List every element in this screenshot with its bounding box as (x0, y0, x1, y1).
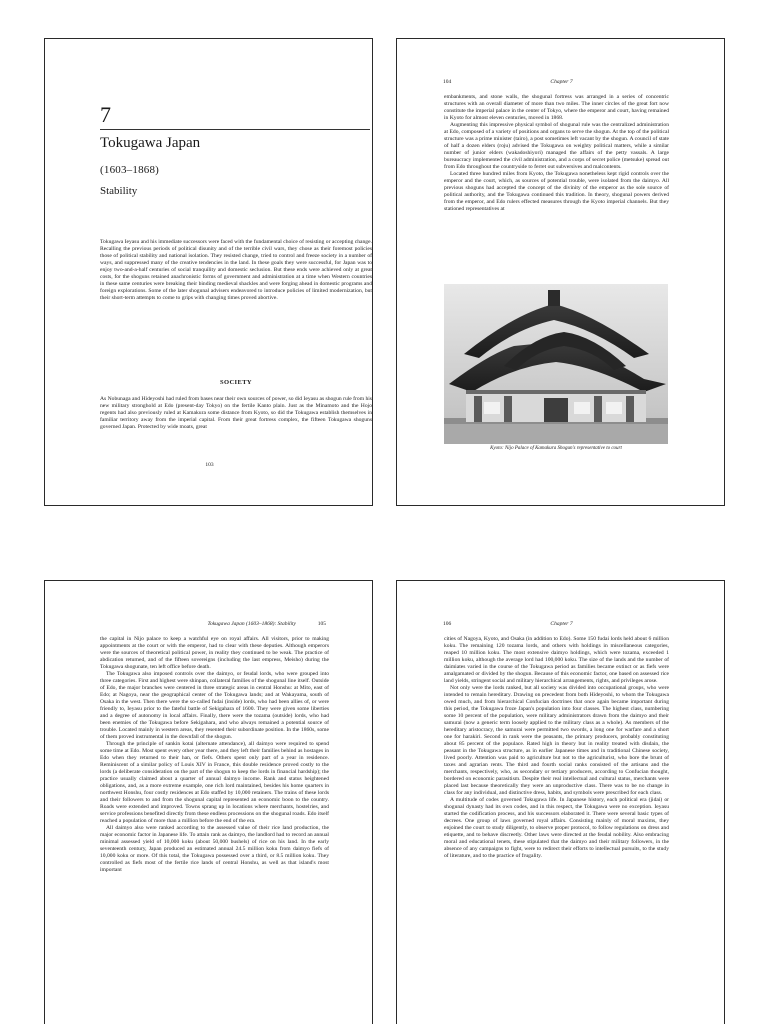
chapter-subtitle: Stability (100, 185, 138, 197)
intro-text (100, 239, 372, 302)
paragraph: All daimyo also were ranked according to the assessed value of their rice land production, the major economic factor in Japanese life. To attain rank as daimyo, the landlord had to record an annual minimal assessed yield of 10,000 koku (about 50,000 bushels) of rice on his land. In the early seventeenth century, Japan produced an estimated annual 24.5 million koku from daimyo fiefs of 10,000 koku or more. Of this total, the Tokugawa possessed over a third, or 8.5 million koku. They controlled as fiefs most of the fertile rice lands of central Honshu, as well as that island's most important (100, 825, 329, 873)
running-head: Tokugawa Japan (1603–1868): Stability (207, 621, 296, 627)
page-104 (396, 38, 725, 506)
page-105 (44, 580, 373, 1024)
body-text (444, 636, 669, 860)
paragraph: cities of Nagoya, Kyoto, and Osaka (in addition to Edo). Some 150 fudai lords held about 6 million koku. The remaining 120 tozama lords, and others with holdings in miscellaneous categories, reaped 10 million koku. The most extensive daimyo holdings, which were tozama, exceeded 1 million koku, although the average lord had 100,000 koku. The size of the lands and the number of daimiates varied in the course of the Tokugawa period as families became extinct or as fiefs were amalgamated or divided by the shogun. Because of this economic factor, one based on assessed rice land yields, stringent social and military hierarchical arrangements, rights, and privileges arose. (444, 636, 669, 684)
running-head: Chapter 7 (550, 621, 573, 627)
society-text (100, 396, 372, 431)
palace-photo (444, 284, 668, 444)
paragraph: Augmenting this impressive physical symbol of shogunal rule was the centralized administration at Edo, composed of a variety of positions and organs to serve the shogun. At the top of the political structure was a prime minister (tairo), a post sometimes left vacant by the shogun. A council of state of half a dozen elders (roju) advised the Tokugawa on weighty political matters, while a similar number of junior elders (wakadoshiyori) managed the affairs of the petty vassals. A large bureaucracy implemented the civil administration, and a corps of secret police (metsuke) spread out from Edo throughout the countryside to ferret out subversives and malcontents. (444, 122, 669, 170)
society-paragraph: As Nobunaga and Hideyoshi had ruled from bases near their own sources of power, so did Ieyasu as shogun rule from his new military stronghold at Edo (present-day Tokyo) on the fertile Kanto plain. Just as the Minamoto and the Hojo regents had also previously ruled at Kamakura some distance from Kyoto, so did the Tokugawa establish themselves in familiar territory away from the imperial capital. From their great fortress complex, the fifteen Tokugawa shoguns governed Japan. Protected by wide moats, great (100, 396, 372, 430)
page-106 (396, 580, 725, 1024)
chapter-dates: (1603–1868) (100, 164, 160, 176)
intro-paragraph: Tokugawa Ieyasu and his immediate successors were faced with the fundamental choice of resisting or accepting change. Recalling the previous periods of political disunity and of the terrible civil wars, they chose as their foremost policies those of political stability and national isolation. They resisted change, tried to control and freeze society in a number of ways, and suppressed many of the creative tendencies in the land. In these goals they were successful, for Japan was to enjoy two-and-a-half centuries of social tranquility and domestic seclusion. But these ends were achieved only at great costs, for the shoguns retained anachronistic forms of government and administration at a time when Western countries in these same centuries were breaking their binding medieval shackles and were forging ahead in domestic programs and foreign explorations. Some of the later shogunal advisers endeavored to introduce policies of limited modernization, but their short-term attempts to come to grips with changing times proved abortive. (100, 239, 372, 301)
body-text (100, 636, 329, 874)
page-number: 103 (205, 462, 214, 468)
paragraph: A multitude of codes governed Tokugawa life. In Japanese history, each political era (jidai) or shogunal dynasty had its own codes, and in this respect, the Tokugawa were no exception. Ieyasu started the codification process, and his successors elaborated it. There were several basic types of decrees. One group of laws governed royal affairs. Consisting mainly of moral maxims, they enjoined the court to study diligently, to observe proper protocol, to follow regulations on dress and etiquette, and to behave discreetly. Other laws were directed at the feudal nobility. Also embracing moral and educational tenets, these stipulated that the daimyo and their military followers, in the absence of any campaigns to fight, were to redirect their efforts to intellectual pursuits, to the study of literature, and to the practice of frugality. (444, 797, 669, 859)
paragraph: Through the principle of sankin kotai (alternate attendance), all daimyo were required to spend some time at Edo. Most spent every other year there, and they left their families behind as hostages in Edo when they returned to their han, or fiefs. Others spent only part of a year in residence. Reminiscent of a similar policy of Louis XIV in France, this double residence proved costly to the lords (a deliberate consideration on the part of the shogun to keep the lords in financial hardship); the practice usually claimed about a quarter of annual daimyo income. Rank and status heightened obligations, and, as a more extreme example, one rich lord maintained, besides his home quarters in northwest Honshu, four costly residences at Edo staffed by 10,000 retainers. The trains of these lords and their followers to and from the shogunal capital represented an economic boon to the country. Roads were extended and improved. Towns sprang up in locations where merchants, hostelries, and service professions benefited directly from these endless processions on the shogunal roads. Edo itself reached a population of more than a million before the end of the era. (100, 741, 329, 824)
paragraph: Not only were the lords ranked, but all society was divided into occupational groups, who were intended to remain hereditary. Drawing on precedent from both Hideyoshi, to whom the Tokugawa owed much, and from hierarchical Confucian doctrines that once again became important during this period, the Tokugawa froze Japan's population into four classes. The highest class, numbering some 10 percent of the population, were military administrators drawn from the daimyo and their samurai (now a generic term loosely applied to the military class as a whole). As members of the hereditary aristocracy, the samurai were permitted two swords, a long one for warfare and a short one for harakiri. Second in rank were the peasants, the primary producers, probably constituting about 85 percent of the populace. Rated high in theory but in reality treated with disdain, the peasant in the Tokugawa structure, as in earlier Japanese times and in traditional Chinese society, lived poorly. Attention was paid to agriculture but not to the agriculturist, who bore the brunt of taxes and agrarian rents. The third and fourth social ranks consisted of the artisans and the merchants, respectively, who, as secondary or tertiary producers, according to Confucian thought, bordered on economic parasitism. Despite their real intellectual and cultural status, merchants were placed last because theoretically they were an unproductive class. There was to be no change in class for any individual, and distinctive dress, habits, and symbols were prescribed for each class. (444, 685, 669, 796)
running-page-number: 104 (443, 79, 452, 85)
title-rule (100, 129, 370, 130)
photo-caption: Kyoto: Nijo Palace of Kamakura Shogun's representative to court (490, 446, 622, 451)
running-page-number: 105 (317, 621, 326, 627)
paragraph: the capital in Nijo palace to keep a watchful eye on royal affairs. All visitors, prior to making appointments at the court or with the emperor, had to clear with these deputies. Although emperors were the sources of theoretical political power, in reality they continued to be weak. The practice of abdication returned, and of the fifteen sovereigns (including the last empress, Meisho) during the Tokugawa shogunate, ten left office before death. (100, 636, 329, 670)
paragraph: embankments, and stone walls, the shogunal fortress was arranged in a series of concentric structures with an overall diameter of more than two miles. The inner circles of the great fort now constitute the imperial palace in the center of Tokyo, where the emperor and court, having remained in Kyoto for almost eleven centuries, moved in 1868. (444, 94, 669, 121)
body-text (444, 94, 669, 213)
page-103 (44, 38, 373, 506)
paragraph: Located three hundred miles from Kyoto, the Tokugawa nonetheless kept rigid controls over the emperor and the court, which, as sources of potential trouble, were isolated from the daimyo. All previous shoguns had accepted the concept of the divinity of the emperor as the sole source of political authority, and the Tokugawa continued this tradition. In theory, shogunal powers derived from the emperor, and Edo rulers effected measures through the Kyoto imperial channels. But they stationed representatives at (444, 171, 669, 212)
chapter-number: 7 (100, 102, 111, 127)
section-heading: SOCIETY (219, 379, 253, 386)
running-head: Chapter 7 (550, 79, 573, 85)
paragraph: The Tokugawa also imposed controls over the daimyo, or feudal lords, who were grouped into three categories. First and highest were shinpan, collateral families of the shogunal line itself. Outside of Edo, the major branches were centered in three strategic areas in central Honshu: at Mito, east of Edo; at Nagoya, near the geographical center of the Tokugawa lands; and at Wakayama, south of Osaka in the west. Then there were the so-called fudai (inside) lords, who had been allies of, or were friendly to, Ieyasu prior to the fateful battle of Sekigahara of 1600. They were given some liberties and a degree of autonomy in local affairs. Finally, there were the tozama (outside) lords, who had been enemies of the Tokugawa before Sekigahara, and who always remained a potential source of trouble. Located mainly in western areas, they resented their subordinate position. In the 1860s, some of them proved instrumental in the downfall of the shogun. (100, 671, 329, 740)
nijo-palace-illustration (444, 284, 668, 444)
chapter-title: Tokugawa Japan (100, 135, 201, 151)
running-page-number: 106 (443, 621, 452, 627)
